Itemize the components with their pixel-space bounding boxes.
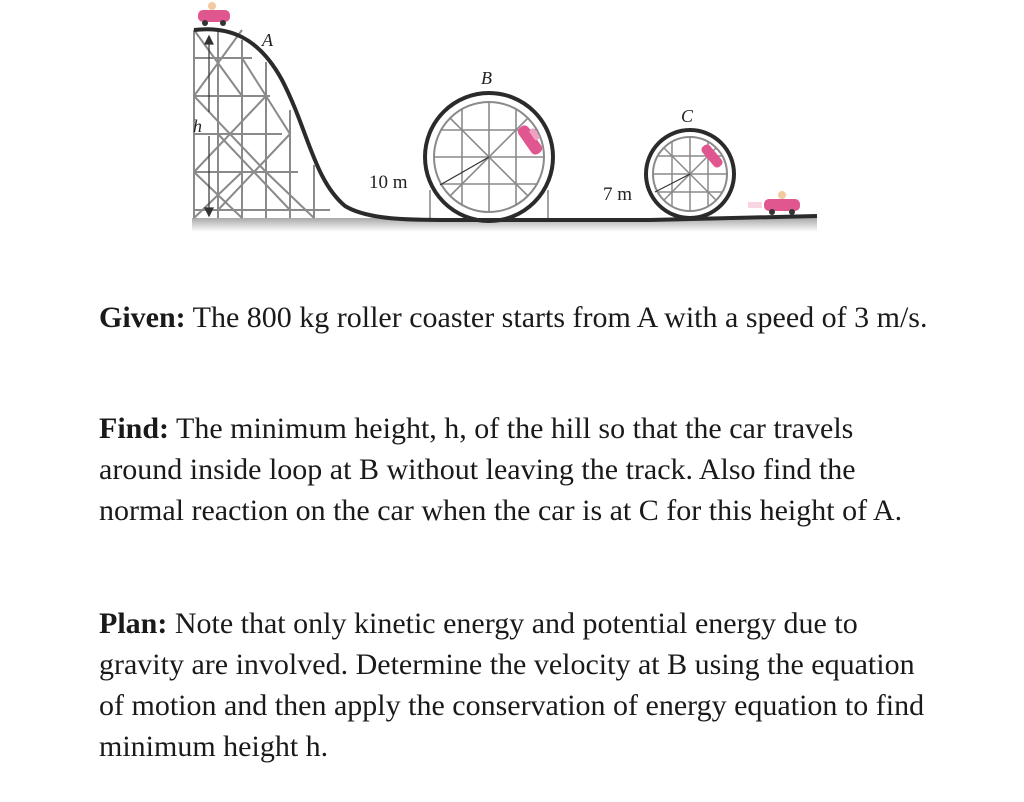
loop-c — [646, 130, 734, 218]
loop-b — [425, 93, 553, 221]
plan-text: Note that only kinetic energy and potential energy due to gravity are involved. Determine the velocity at B using the equation of motion and then apply the conservation of energy equation to find minimum height h. — [99, 607, 925, 763]
label-point-b: B — [481, 68, 492, 88]
label-point-c: C — [681, 106, 694, 126]
find-text: The minimum height, h, of the hill so that the car travels around inside loop at B without leaving the track. Also find the normal reaction on the car when the car is at C for this height of A. — [99, 412, 903, 527]
label-point-a: A — [262, 30, 273, 50]
given-paragraph — [99, 297, 929, 338]
given-text: The 800 kg roller coaster starts from A with a speed of 3 m/s. — [185, 301, 928, 334]
roller-coaster-diagram — [0, 0, 1024, 270]
given-lead: Given: — [99, 301, 186, 334]
plan-lead: Plan: — [99, 607, 168, 640]
car-at-a — [198, 2, 230, 26]
label-radius-b: 10 m — [369, 172, 408, 193]
car-exit — [748, 191, 800, 215]
plan-paragraph — [99, 603, 929, 767]
find-lead: Find: — [99, 412, 170, 445]
hill-scaffolding — [194, 30, 330, 218]
find-paragraph — [99, 408, 929, 531]
label-height: h — [193, 116, 202, 136]
label-radius-c: 7 m — [603, 184, 633, 205]
roller-coaster-figure — [0, 0, 1024, 270]
